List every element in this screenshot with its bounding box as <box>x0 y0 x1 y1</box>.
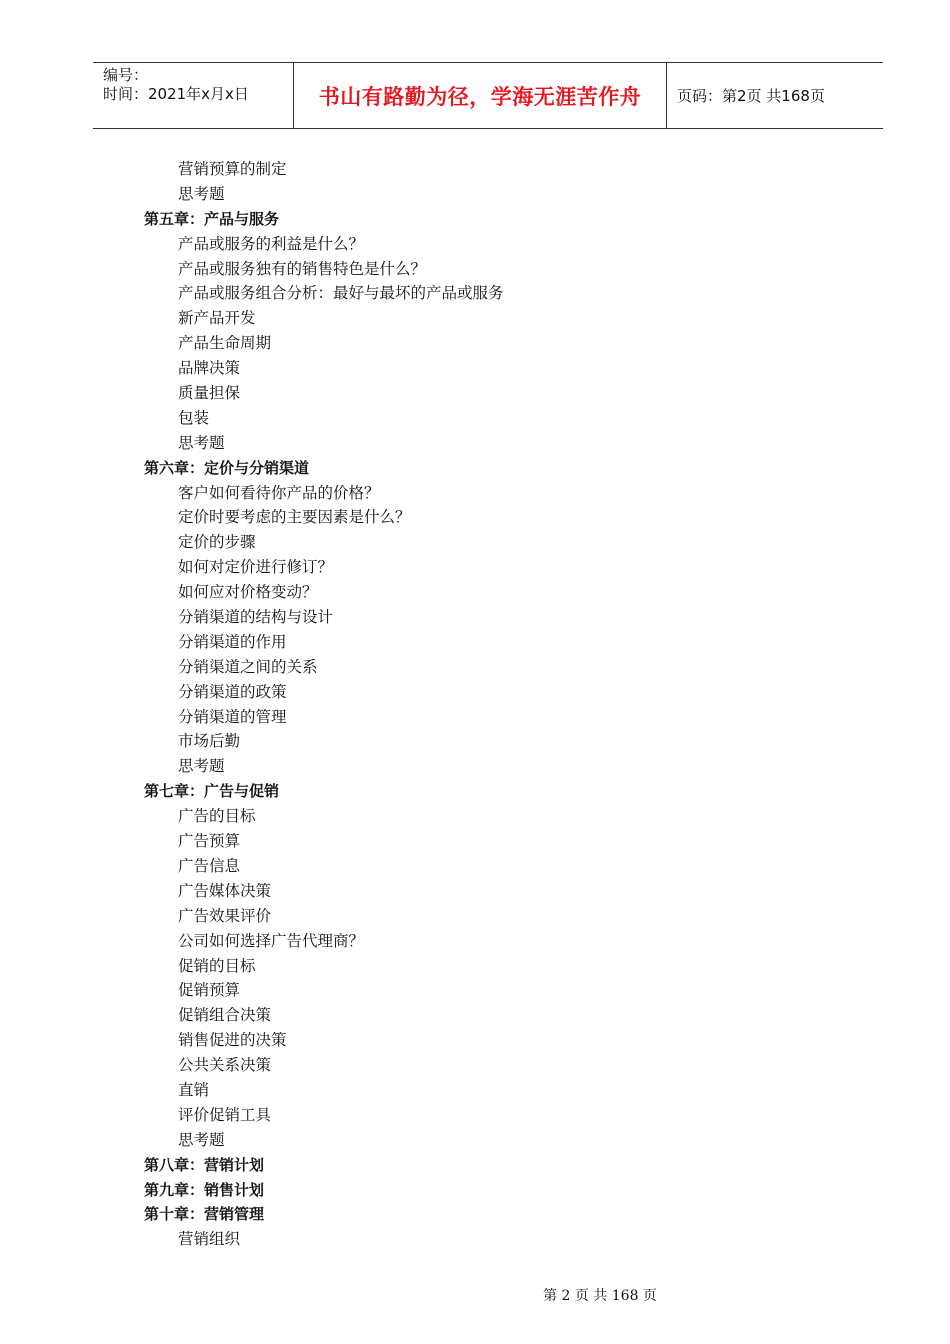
toc-item: 分销渠道的管理 <box>178 707 287 726</box>
toc-item: 广告预算 <box>178 832 241 851</box>
toc-item: 如何对定价进行修订？ <box>178 558 334 577</box>
toc-chapter-heading: 第五章：产品与服务 <box>144 209 280 228</box>
toc-item: 客户如何看待你产品的价格？ <box>178 483 380 502</box>
toc-item: 分销渠道的作用 <box>178 632 287 651</box>
toc-item: 广告信息 <box>178 856 241 875</box>
toc-item: 公共关系决策 <box>178 1056 272 1075</box>
toc-item: 直销 <box>178 1080 210 1099</box>
header-meta <box>93 63 294 128</box>
toc-item: 市场后勤 <box>178 732 241 751</box>
document-number-label: 编号： <box>103 66 149 84</box>
toc-item: 产品或服务组合分析：最好与最坏的产品或服务 <box>178 284 504 303</box>
toc-item: 包装 <box>178 408 210 427</box>
toc-item: 评价促销工具 <box>178 1105 272 1124</box>
toc-item: 营销组织 <box>178 1230 241 1249</box>
header-motto: 书山有路勤为径，学海无涯苦作舟 <box>294 63 667 128</box>
toc-chapter-heading: 第七章：广告与促销 <box>144 782 280 801</box>
toc-item: 销售促进的决策 <box>178 1031 287 1050</box>
toc-item: 分销渠道之间的关系 <box>178 657 318 676</box>
toc-item: 促销的目标 <box>178 956 256 975</box>
toc-item: 品牌决策 <box>178 359 241 378</box>
page-header <box>93 62 883 129</box>
toc-item: 产品或服务的利益是什么？ <box>178 234 365 253</box>
toc-item: 公司如何选择广告代理商？ <box>178 931 365 950</box>
toc-item: 分销渠道的政策 <box>178 682 287 701</box>
toc-item: 质量担保 <box>178 384 241 403</box>
toc-item: 促销组合决策 <box>178 1006 272 1025</box>
toc-item: 分销渠道的结构与设计 <box>178 608 334 627</box>
toc-item: 思考题 <box>178 433 225 452</box>
toc-item: 定价时要考虑的主要因素是什么？ <box>178 508 411 527</box>
toc-chapter-heading: 第六章：定价与分销渠道 <box>144 458 310 477</box>
toc-chapter-heading: 第十章：营销管理 <box>144 1205 265 1224</box>
document-time: 时间：2021年x月x日 <box>103 85 249 103</box>
toc-item: 思考题 <box>178 757 225 776</box>
toc-item: 如何应对价格变动？ <box>178 583 318 602</box>
toc-item: 广告的目标 <box>178 807 256 826</box>
toc-item: 广告效果评价 <box>178 906 272 925</box>
toc-item: 产品或服务独有的销售特色是什么？ <box>178 259 427 278</box>
toc-item: 促销预算 <box>178 981 241 1000</box>
toc-item: 产品生命周期 <box>178 334 272 353</box>
toc-item: 广告媒体决策 <box>178 881 272 900</box>
toc-item: 营销预算的制定 <box>178 160 287 178</box>
table-of-contents <box>0 157 950 1252</box>
toc-item: 定价的步骤 <box>178 533 256 552</box>
header-page-info: 页码：第2页 共168页 <box>677 87 825 105</box>
toc-chapter-heading: 第九章：销售计划 <box>144 1180 265 1199</box>
toc-item: 新产品开发 <box>178 309 256 328</box>
toc-item: 思考题 <box>178 184 225 203</box>
toc-chapter-heading: 第八章：营销计划 <box>144 1155 265 1174</box>
toc-item: 思考题 <box>178 1130 225 1149</box>
page-footer: 第 2 页 共 168 页 <box>543 1288 657 1304</box>
